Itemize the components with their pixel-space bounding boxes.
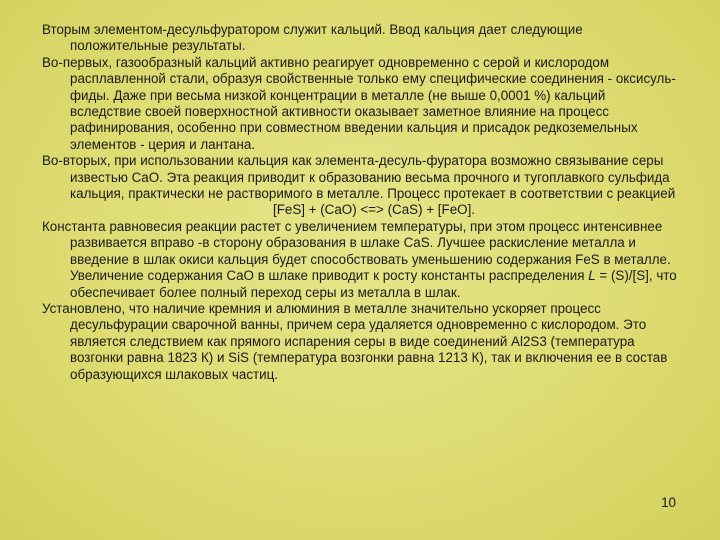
paragraph-conclusion: Установлено, что наличие кремния и алюминия в металле значительно ускоряет процесс десульфурации сварочной ванны, причем сера удаляется одновременно с кислородом. Это является следствием как прямого испарения серы в виде соединений Al2S3 (температура возгонки равна 1823 К) и SiS (температура возгонки равна 1213 К), так и включения ее в состав образующихся шлаковых частиц. [42, 300, 668, 382]
paragraph-constant [42, 219, 678, 301]
paragraph-second: Во-вторых, при использовании кальция как элемента-десуль-фуратора возможно связывание серы известью CaO. Эта реакция приводит к образованию весьма прочного и тугоплавкого сульфида кальция, практически не растворимого в металле. Процесс протекает в соответствии с реакцией [42, 153, 676, 202]
page-number: 10 [661, 495, 676, 510]
distribution-constant-symbol: L [588, 268, 596, 284]
slide-body [42, 22, 678, 383]
paragraph-intro: Вторым элементом-десульфуратором служит кальций. Ввод кальция дает следующие положительные результаты. [42, 22, 583, 54]
paragraph-first: Во-первых, газообразный кальций активно реагирует одновременно с серой и кислородом расплавленной стали, образуя свойственные только ему специфические соединения - оксисуль-фиды. Даже при весьма низкой концентрации в металле (не выше 0,0001 %) кальций вследствие своей поверхностной активности оказывает заметное влияние на процесс рафинирования, особенно при совместном введении кальция и присадок редкоземельных элементов - церия и лантана. [42, 54, 676, 152]
paragraph-constant-text-a: Константа равновесия реакции растет с увеличением температуры, при этом процесс интенсивнее развивается вправо -в сторону образования в шлаке CaS. Лучшее раскисление металла и введение в шлак окиси кальция будет способствовать уменьшению содержания FeS в металле. Увеличение содержания CaO в шлаке приводит к росту константы распределения [42, 218, 671, 284]
paragraph-constant-text-b: = (S)/[S], что обеспечивает более полный переход серы из металла в шлак. [70, 268, 677, 300]
reaction-formula: [FeS] + (CaO) <=> (CaS) + [FeO]. [272, 202, 476, 218]
